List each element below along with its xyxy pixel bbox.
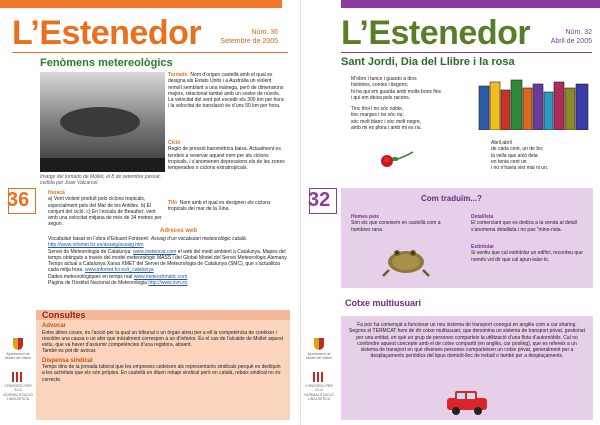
detallista-label: Detallista — [471, 214, 494, 220]
left-header-rule — [12, 52, 288, 53]
tornado-text: Nom d’origen castellà amb el qual es designa als Estats Units i a Austràlia un violent remolí semblant a una mànega, però de dimensions majors, relacionat també amb un sostre de núvols. La velocitat del vent pot excedir els 300 km per hora i la velocitat de translació és d’uns 50 km per hora. — [168, 72, 284, 110]
cotxe-box — [341, 316, 593, 420]
ref-line: Pàgina de l’Institut Nacional de Meteorologia http://www.inm.es — [48, 280, 188, 287]
right-section-title: Sant Jordi, Dia del Llibre i la rosa — [341, 56, 515, 68]
right-header-rule — [341, 52, 592, 53]
ref-link[interactable]: www.meteoclimatic.com — [133, 273, 188, 280]
ref-line: Dades meteorològiques en temps real www.meteoclimatic.com — [48, 273, 188, 280]
dispensa-label: Dispensa sindical — [42, 357, 93, 364]
right-top-bar — [341, 0, 600, 8]
left-page-number: 36 — [7, 189, 30, 211]
ajuntament-logo: Ajuntament de Mollet del Vallès — [3, 338, 33, 361]
books-illustration — [477, 72, 591, 130]
tree-line — [40, 158, 165, 172]
left-issue-info — [220, 28, 278, 46]
consultes-box — [36, 310, 290, 420]
left-top-bar — [0, 0, 282, 8]
ref-line: Temps actual a Catalunya Xarxa XMET del Servei de Meteorologia de Catalunya (SMC), que s’actualitza cada mitja hora. www.infomet.fcr.es/t_catalunya — [48, 261, 280, 274]
rose-illustration — [379, 140, 419, 170]
consultes-heading: Consultes — [36, 310, 290, 320]
consorci-logo: CONSORCI PER A LA NORMALITZACIÓ LINGÜÍSTICA — [304, 372, 334, 402]
web-references — [48, 236, 288, 286]
ref-link[interactable]: http://www.infomet.fcr.es/assaig/assaig.htm — [48, 242, 144, 249]
left-issue-date: Setembre de 2005 — [220, 38, 278, 45]
shield-icon — [314, 338, 324, 350]
consorci-icon — [12, 372, 24, 382]
ref-link[interactable]: www.meteocat.com — [133, 248, 177, 255]
ajuntament-logo: Ajuntament de Mollet del Vallès — [304, 338, 334, 361]
car-illustration — [445, 388, 489, 416]
frog-illustration — [381, 240, 431, 278]
ciclo-label: Cicló — [168, 140, 181, 146]
homes-peix-label: Homes peix — [351, 214, 380, 220]
ciclo-entry — [168, 140, 286, 171]
poem-riddle: M’obro i tanco i guardo a dins històries, contes i llegons; hi ha qui em guarda amb molts bons fins i qui em deixa pels racons. Tinc títol i no sóc noble, tinc marges i no sóc riu; sóc molt blanc i sóc molt negre, amb mi es plora i amb mi es riu. — [351, 76, 442, 132]
tifo-entry — [168, 200, 286, 213]
tifo-text: Nom amb el qual es designen els ciclons tropicals del mar de la Xina. — [168, 200, 271, 213]
poem-april: Abril,abril de cada cent, un de bo; la vella que això deia en tenia cent un i no n’havia vist mai ni un. — [491, 140, 549, 172]
translation-box — [341, 188, 593, 288]
storm-cloud — [60, 107, 140, 137]
homes-peix-entry: Homes peix Són els que coneixem en castellà com a hombres rana. — [351, 214, 461, 233]
right-issue-info — [551, 28, 592, 46]
right-issue-number: Núm. 32 — [565, 29, 592, 36]
estintolar-entry: Estintolar Si sentiu que cal estintolar un edifici, recordeu que només vol dir que cal apun-talar-lo. — [471, 244, 586, 263]
detallista-entry: Detallista El comerciant que es dedica a la venda al detall s’anomena detallista i no pas “mino-rista. — [471, 214, 586, 233]
right-page-number-box — [309, 188, 337, 214]
tornado-entry — [168, 72, 286, 110]
huraca-text: a) Vent violent produït pels ciclons tropicals, especialment pels del Mar de les Antilles. b) El conjunt del cicló. c) En l’escala de Beaufort, vent amb una velocitat mitjana de més de 34 metres per segon. — [48, 196, 162, 228]
ciclo-text: Regió de pressió baromètrica baixa. Actualment es tendeix a reservar aquest nom per als ciclons tropicals, i s’anomenen depressions els de les zones temperades o ciclons extratropicals. — [168, 146, 285, 172]
tornado-photo — [40, 72, 165, 172]
left-section-title: Fenòmens metereològics — [40, 57, 173, 69]
consorci-icon — [313, 372, 325, 382]
right-issue-date: Abril de 2005 — [550, 38, 592, 45]
tifo-label: Tifó — [168, 200, 178, 206]
tornado-label: Tornado — [168, 72, 188, 78]
shield-icon — [13, 338, 23, 350]
dispensa-text: Temps dins de la jornada laboral que les empreses cedeixen als representants sindicals perquè es dediquin a les activitats que els són pròpies. En castellà en diuen rebaje sindical però en català, rebaix sindical no és correcte. — [42, 364, 281, 383]
cotxe-heading: Cotxe multiusuari — [345, 298, 422, 308]
web-addresses-heading: Adreces web — [160, 228, 198, 234]
ref-line: Servei de Meteorologia de Catalunya: www.meteocat.com el web del medi ambient a Catalunya. Mapes del temps obtinguts a través del model meteorològic MASS i del Global Model del Servei Meteorològic Alemany. — [48, 248, 288, 261]
cotxe-text: Fa poc ha començat a funcionar un nou sistema de transport conegut en anglès com a car sharing. Segons el TERMCAT hem de dir cotxe multiusuari, que denomina un sistema de transport privat, gestionat per una entitat, en què un grup de persones comparteix la utilització d’una flota d’automòbils. Cal no confondre aquest concepte amb el de cotxe compartit (en anglès, car pooling), que es refereix a un sistema de transport en què diverses persones comparteixen un cotxe privat, generalment per a desplaçaments periòdics del tipus domicili-lloc de treball o també per a desplaçaments. — [349, 322, 585, 360]
left-issue-number: Núm. 36 — [251, 29, 278, 36]
right-brand-title: L’Estenedor — [341, 14, 531, 52]
left-page-number-box — [8, 188, 36, 214]
ref-line: Vocabulari basat en l’obra d’Eduard Fontseré: Assaig d’un vocabulari meteorològic català. — [48, 236, 248, 242]
advocar-label: Advocar — [42, 323, 67, 330]
ref-link[interactable]: http://www.inm.es — [148, 280, 188, 287]
advocar-extra: També es pot dir avocar. — [42, 348, 97, 355]
huraca-entry — [48, 190, 164, 228]
advocar-text: Entre altres coses, és l’acció per la qual un tribunal o un òrgan atreu per a ell la competència de conèixer i resoldre una causa o un afer que inicialment correspon a un d’inferior. És el cas de l’alcalde de Mollet aquest estiu, que va haver d’assumir competències d’una regidora, absent. — [42, 329, 283, 349]
huraca-label: Huracà — [48, 190, 65, 196]
translation-heading: Com traduïm...? — [421, 194, 482, 203]
left-brand-title: L’Estenedor — [12, 14, 202, 52]
right-page-number: 32 — [308, 189, 331, 211]
ref-link[interactable]: www.infomet.fcr.es/t_catalunya — [84, 267, 154, 274]
consorci-logo: CONSORCI PER A LA NORMALITZACIÓ LINGÜÍSTICA — [3, 372, 33, 402]
photo-caption: Imatge del tornado de Mollet, el 8 de setembre passat, cedida per Joan Valcarcel. — [40, 174, 161, 187]
right-page — [300, 0, 600, 425]
estintolar-label: Estintolar — [471, 244, 495, 250]
